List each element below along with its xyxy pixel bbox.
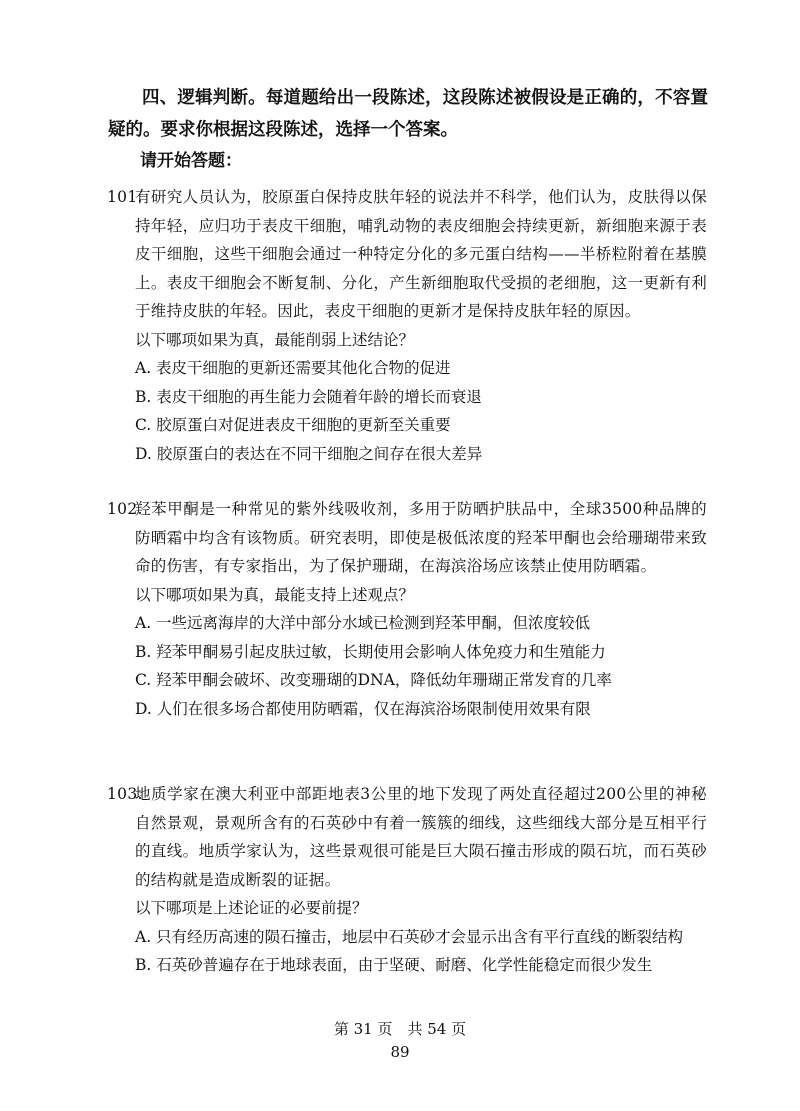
- question-ask: 以下哪项是上述论证的必要前提？: [135, 899, 368, 917]
- page-number: 89: [390, 1043, 410, 1061]
- option-d: D. 胶原蛋白的表达在不同干细胞之间存在很大差异: [135, 444, 483, 463]
- question-103: [107, 780, 707, 980]
- option-a: A. 表皮干细胞的更新还需要其他化合物的促进: [135, 359, 451, 377]
- option-a: A. 一些远离海岸的大洋中部分水域已检测到羟苯甲酮，但浓度较低: [135, 614, 591, 632]
- option-b: B. 石英砂普遍存在于地球表面，由于坚硬、耐磨、化学性能稳定而很少发生: [135, 956, 653, 974]
- question-stem: [107, 183, 707, 326]
- option-b: B. 表皮干细胞的再生能力会随着年龄的增长而衰退: [135, 387, 482, 406]
- question-number: 101.: [107, 188, 143, 206]
- option-c: C. 胶原蛋白对促进表皮干细胞的更新至关重要: [135, 416, 451, 434]
- question-number: 103.: [107, 785, 143, 803]
- question-text: 地质学家在澳大利亚中部距地表3公里的地下发现了两处直径超过200公里的神秘自然景观，景观所含有的石英砂中有着一簇簇的细线，这些细线大部分是互相平行的直线。地质学家认为，这些景观很可能是巨大陨石撞击形成的陨石坑，而石英砂的结构就是造成断裂的证据。: [135, 785, 707, 889]
- question-stem: [107, 495, 707, 581]
- question-ask: 以下哪项如果为真，最能削弱上述结论？: [135, 330, 415, 349]
- option-c: C. 羟苯甲酮会破坏、改变珊瑚的DNA，降低幼年珊瑚正常发育的几率: [135, 671, 612, 689]
- option-d: D. 人们在很多场合都使用防晒霜，仅在海滨浴场限制使用效果有限: [135, 699, 591, 718]
- section-instruction: 四、逻辑判断。每道题给出一段陈述，这段陈述被假设是正确的，不容置疑的。要求你根据这段陈述，选择一个答案。: [108, 88, 708, 140]
- option-b: B. 羟苯甲酮易引起皮肤过敏，长期使用会影响人体免疫力和生殖能力: [135, 642, 606, 661]
- page-indicator: 第 31 页 共 54 页: [333, 1020, 467, 1038]
- question-101: [107, 183, 707, 468]
- question-stem: [107, 780, 707, 894]
- question-102: [107, 495, 707, 723]
- start-prompt: 请开始答题：: [140, 151, 242, 171]
- question-text: 有研究人员认为，胶原蛋白保持皮肤年轻的说法并不科学，他们认为，皮肤得以保持年轻，应归功于表皮干细胞，哺乳动物的表皮细胞会持续更新，新细胞来源于表皮干细胞，这些干细胞会通过一种特定分化的多元蛋白结构——半桥粒附着在基膜上。表皮干细胞会不断复制、分化，产生新细胞取代受损的老细胞，这一更新有利于维持皮肤的年轻。因此，表皮干细胞的更新才是保持皮肤年轻的原因。: [135, 188, 707, 320]
- option-a: A. 只有经历高速的陨石撞击，地层中石英砂才会显示出含有平行直线的断裂结构: [135, 927, 684, 946]
- question-text: 羟苯甲酮是一种常见的紫外线吸收剂，多用于防晒护肤品中，全球3500种品牌的防晒霜中均含有该物质。研究表明，即使是极低浓度的羟苯甲酮也会给珊瑚带来致命的伤害，有专家指出，为了保护珊瑚，在海滨浴场应该禁止使用防晒霜。: [135, 500, 707, 575]
- question-ask: 以下哪项如果为真，最能支持上述观点？: [135, 585, 415, 604]
- question-number: 102.: [107, 500, 143, 518]
